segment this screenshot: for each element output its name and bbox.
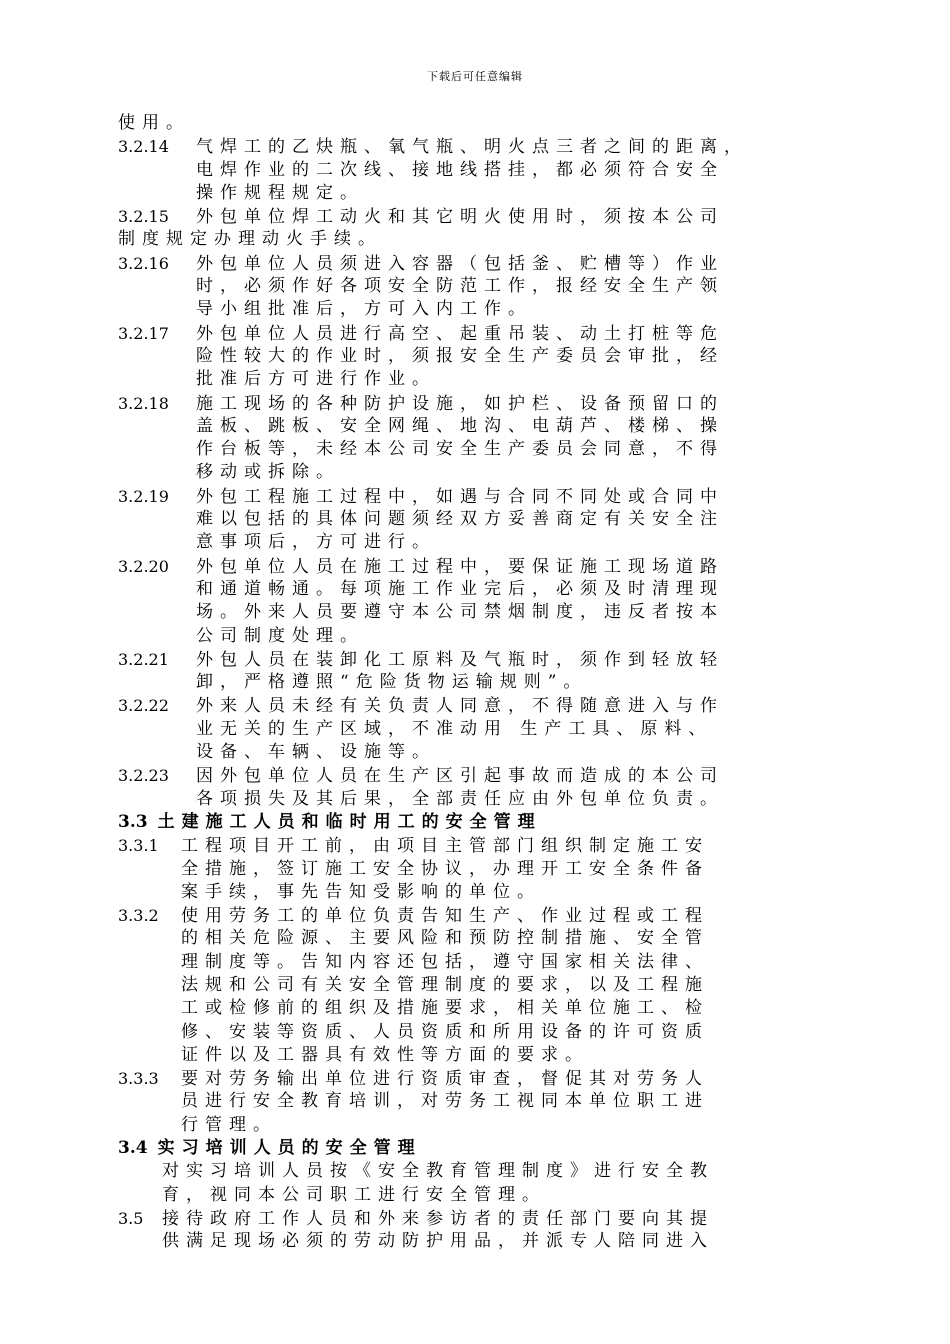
- line-text: 对实习培训人员按《安全教育管理制度》进行安全教: [162, 1161, 714, 1182]
- clause-number: 3.2.21: [118, 649, 169, 669]
- text-line: [118, 858, 848, 881]
- line-text: 理制度等。告知内容还包括，遵守国家相关法律、: [181, 951, 709, 972]
- line-text: 要对劳务输出单位进行资质审查，督促其对劳务人: [181, 1069, 709, 1090]
- clause-number: 3.2.15: [118, 207, 169, 227]
- section-heading: 实习培训人员的安全管理: [157, 1138, 422, 1159]
- text-line: [118, 974, 848, 997]
- clause-number: 3.5: [118, 1208, 144, 1228]
- line-text: 批准后方可进行作业。: [196, 369, 436, 390]
- text-line: [118, 1230, 848, 1253]
- text-line: [118, 951, 848, 974]
- line-text: 接待政府工作人员和外来参访者的责任部门要向其提: [162, 1208, 714, 1229]
- line-text: 时，必须作好各项安全防范工作，报经安全生产领: [196, 276, 724, 297]
- line-text: 公司制度处理。: [196, 625, 364, 646]
- line-text: 证件以及工器具有效性等方面的要求。: [181, 1044, 589, 1065]
- text-line: [118, 159, 848, 182]
- clause-number: 3.3.3: [118, 1069, 159, 1089]
- line-text: 案手续，事先告知受影响的单位。: [181, 881, 541, 902]
- text-line: [118, 578, 848, 601]
- line-text: 使用劳务工的单位负责告知生产、作业过程或工程: [181, 906, 709, 927]
- line-text: 行管理。: [181, 1114, 277, 1135]
- text-line: [118, 298, 848, 321]
- line-text: 意事项后，方可进行。: [196, 532, 436, 553]
- text-line: [118, 438, 848, 461]
- text-line: [118, 531, 848, 554]
- text-line: [118, 508, 848, 531]
- clause-number: 3.2.18: [118, 393, 169, 413]
- line-text: 业无关的生产区域，不准动用 生产工具、原料、: [196, 718, 713, 739]
- text-line: [118, 1137, 848, 1160]
- text-line: [118, 741, 848, 764]
- text-line: [118, 1090, 848, 1113]
- clause-number: 3.3.2: [118, 906, 159, 926]
- line-text: 各项损失及其后果，全部责任应由外包单位负责。: [196, 788, 724, 809]
- text-line: [118, 135, 848, 158]
- text-line: [118, 461, 848, 484]
- text-line: [118, 1114, 848, 1137]
- line-text: 电焊作业的二次线、接地线搭挂，都必须符合安全: [196, 159, 724, 180]
- text-line: [118, 485, 848, 508]
- line-text: 的相关危险源、主要风险和预防控制措施、安全管: [181, 928, 709, 949]
- clause-number: 3.2.14: [118, 137, 169, 157]
- line-text: 操作规程规定。: [196, 182, 364, 203]
- text-line: [118, 927, 848, 950]
- line-text: 移动或拆除。: [196, 462, 340, 483]
- text-line: [118, 182, 848, 205]
- text-line: [118, 1160, 848, 1183]
- line-text: 外包工程施工过程中，如遇与合同不同处或合同中: [196, 486, 724, 507]
- clause-number: 3.3.1: [118, 836, 159, 856]
- text-line: [118, 694, 848, 717]
- clause-number: 3.2.23: [118, 766, 169, 786]
- line-text: 气焊工的乙炔瓶、氧气瓶、明火点三者之间的距离，: [196, 137, 748, 158]
- line-text: 外包单位人员须进入容器（包括釜、贮槽等）作业: [196, 253, 724, 274]
- text-line: [118, 368, 848, 391]
- line-text: 外包单位人员进行高空、起重吊装、动土打桩等危: [196, 323, 724, 344]
- line-text: 工程项目开工前，由项目主管部门组织制定施工安: [181, 836, 709, 857]
- text-line: [118, 1067, 848, 1090]
- text-line: [118, 1207, 848, 1230]
- line-text: 修、安装等资质、人员资质和所用设备的许可资质: [181, 1021, 709, 1042]
- document-body: [118, 112, 848, 1254]
- text-line: [118, 834, 848, 857]
- section-number: 3.3: [118, 811, 148, 832]
- clause-number: 3.2.17: [118, 323, 169, 343]
- text-line: [118, 555, 848, 578]
- text-line: [118, 811, 848, 834]
- line-text: 难以包括的具体问题须经双方妥善商定有关安全注: [196, 509, 724, 530]
- clause-number: 3.2.22: [118, 696, 169, 716]
- text-line: [118, 228, 848, 251]
- text-line: [118, 392, 848, 415]
- line-text: 险性较大的作业时，须报安全生产委员会审批，经: [196, 345, 724, 366]
- line-text: 和通道畅通。每项施工作业完后，必须及时清理现: [196, 578, 724, 599]
- line-text: 供满足现场必须的劳动防护用品，并派专人陪同进入: [162, 1231, 714, 1252]
- line-text: 导小组批准后，方可入内工作。: [196, 299, 532, 320]
- text-line: [118, 1184, 848, 1207]
- text-line: [118, 648, 848, 671]
- line-text: 全措施，签订施工安全协议，办理开工安全条件备: [181, 858, 709, 879]
- line-text: 法规和公司有关安全管理制度的要求，以及工程施: [181, 974, 709, 995]
- text-line: [118, 671, 848, 694]
- text-line: [118, 764, 848, 787]
- line-text: 外包单位人员在施工过程中，要保证施工现场道路: [196, 556, 724, 577]
- text-line: [118, 601, 848, 624]
- page-header: 下载后可任意编辑: [427, 70, 523, 83]
- text-line: [118, 718, 848, 741]
- text-line: [118, 881, 848, 904]
- text-line: [118, 345, 848, 368]
- text-line: [118, 904, 848, 927]
- text-line: [118, 415, 848, 438]
- line-text: 作台板等，未经本公司安全生产委员会同意，不得: [196, 439, 724, 460]
- line-text: 设备、车辆、设施等。: [196, 742, 436, 763]
- text-line: [118, 205, 848, 228]
- line-text: 场。外来人员要遵守本公司禁烟制度，违反者按本: [196, 602, 724, 623]
- line-text: 员进行安全教育培训，对劳务工视同本单位职工进: [181, 1091, 709, 1112]
- line-text: 使用。: [118, 113, 190, 133]
- line-text: 工或检修前的组织及措施要求，相关单位施工、检: [181, 998, 709, 1019]
- line-text: 施工现场的各种防护设施，如护栏、设备预留口的: [196, 393, 724, 414]
- line-text: 外包单位焊工动火和其它明火使用时，须按本公司: [196, 207, 724, 228]
- text-line: [118, 997, 848, 1020]
- clause-number: 3.2.20: [118, 556, 169, 576]
- text-line: [118, 1044, 848, 1067]
- text-line: [118, 112, 848, 135]
- line-text: 因外包单位人员在生产区引起事故而造成的本公司: [196, 766, 724, 787]
- line-text: 制度规定办理动火手续。: [118, 229, 382, 250]
- clause-number: 3.2.16: [118, 253, 169, 273]
- text-line: [118, 275, 848, 298]
- text-line: [118, 322, 848, 345]
- clause-number: 3.2.19: [118, 486, 169, 506]
- line-text: 盖板、跳板、安全网绳、地沟、电葫芦、楼梯、操: [196, 415, 724, 436]
- section-heading: 土建施工人员和临时用工的安全管理: [157, 811, 542, 832]
- line-text: 外包人员在装卸化工原料及气瓶时，须作到轻放轻: [196, 649, 724, 670]
- text-line: [118, 1021, 848, 1044]
- text-line: [118, 625, 848, 648]
- section-number: 3.4: [118, 1138, 148, 1159]
- text-line: [118, 252, 848, 275]
- line-text: 外来人员未经有关负责人同意，不得随意进入与作: [196, 696, 724, 717]
- text-line: [118, 788, 848, 811]
- line-text: 卸，严格遵照“危险货物运输规则”。: [196, 672, 588, 693]
- line-text: 育，视同本公司职工进行安全管理。: [162, 1184, 546, 1205]
